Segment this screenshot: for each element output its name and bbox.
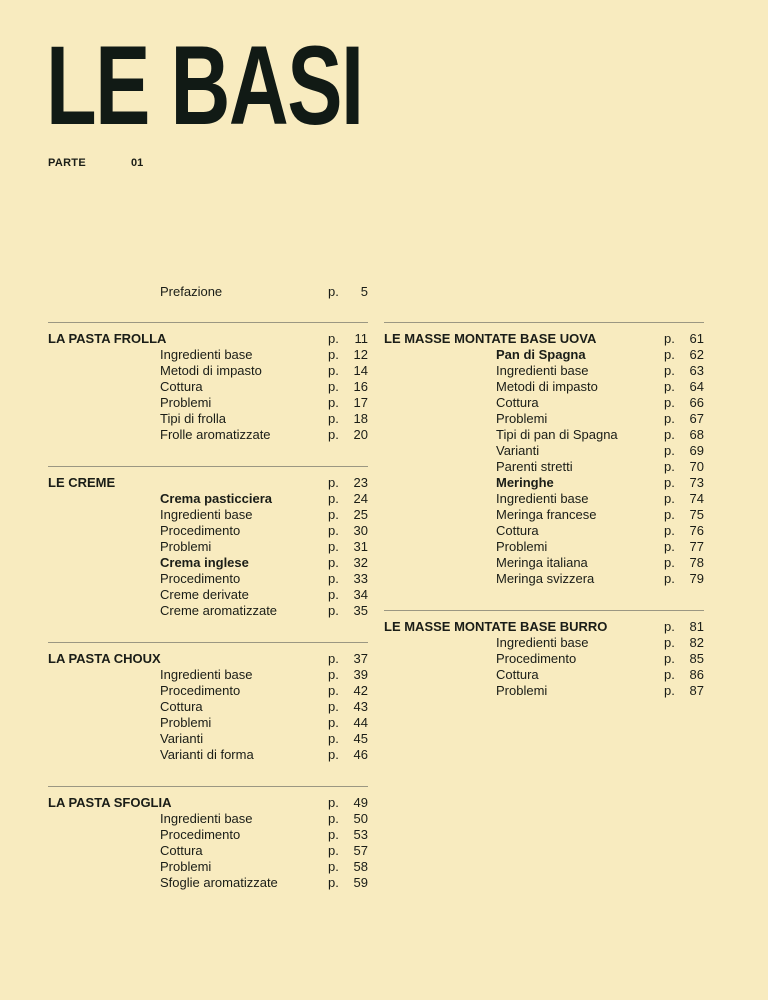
toc-entry[interactable] [48,859,368,875]
toc-entry[interactable] [48,507,368,523]
toc-entry-label: Ingredienti base [496,363,589,378]
toc-entry[interactable] [48,347,368,363]
toc-entry[interactable] [384,683,704,699]
page-prefix: p. [664,347,675,362]
toc-entry-label: Procedimento [160,827,241,842]
toc-entry-label: Ingredienti base [160,667,253,682]
page-prefix: p. [328,667,339,682]
toc-entry-label: Prefazione [160,284,223,299]
toc-entry[interactable] [48,603,368,619]
page-number: 46 [353,747,368,762]
page-number: 64 [689,379,704,394]
toc-entry-label: Varianti [160,731,204,746]
page-number: 32 [353,555,368,570]
page-prefix: p. [328,651,339,666]
page-prefix: p. [328,523,339,538]
page-number: 73 [689,475,704,490]
page-prefix: p. [664,571,675,586]
toc-section-heading[interactable] [384,619,704,635]
page-prefix: p. [664,667,675,682]
page-prefix: p. [328,747,339,762]
page-number: 85 [689,651,704,666]
page-number: 45 [353,731,368,746]
page-prefix: p. [328,395,339,410]
toc-entry-label: Ingredienti base [160,347,253,362]
page-prefix: p. [328,859,339,874]
page-prefix: p. [328,715,339,730]
toc-entry-label: Metodi di impasto [160,363,262,378]
toc-section-heading[interactable] [48,651,368,667]
page-number: 79 [689,571,704,586]
toc-section-heading[interactable] [48,331,368,347]
page-prefix: p. [664,507,675,522]
toc-entry-label: Cottura [160,699,203,714]
toc-entry-label: Cottura [496,523,539,538]
page-number: 75 [689,507,704,522]
toc-entry-label: Creme derivate [160,587,249,602]
page-prefix: p. [328,699,339,714]
page-number: 70 [689,459,704,474]
toc-entry[interactable] [48,731,368,747]
toc-entry[interactable] [384,347,704,363]
page-number: 74 [689,491,704,506]
toc-entry-label: Problemi [160,395,212,410]
page-prefix: p. [664,443,675,458]
page-number: 35 [353,603,368,618]
toc-entry-label: Meringhe [496,475,554,490]
toc-entry[interactable] [48,747,368,763]
toc-entry-label: Tipi di frolla [160,411,226,426]
toc-entry[interactable] [48,539,368,555]
toc-preface[interactable] [48,284,368,300]
toc-entry[interactable] [384,507,704,523]
page-prefix: p. [328,284,339,299]
toc-entry[interactable] [48,555,368,571]
toc-entry[interactable] [48,843,368,859]
page-number: 24 [353,491,368,506]
toc-section-heading[interactable] [48,475,368,491]
page-number: 78 [689,555,704,570]
toc-entry[interactable] [384,411,704,427]
toc-entry-label: Creme aromatizzate [160,603,278,618]
page-prefix: p. [328,347,339,362]
page-prefix: p. [664,683,675,698]
section-title: LE MASSE MONTATE BASE UOVA [384,331,597,346]
page-prefix: p. [328,331,339,346]
page-prefix: p. [664,635,675,650]
page-number: 61 [689,331,704,346]
toc-entry[interactable] [48,379,368,395]
toc-entry[interactable] [384,491,704,507]
toc-entry[interactable] [48,683,368,699]
toc-entry-label: Frolle aromatizzate [160,427,271,442]
toc-entry-label: Procedimento [160,683,241,698]
page-number: 87 [689,683,704,698]
page-number: 16 [353,379,368,394]
toc-entry-label: Procedimento [496,651,577,666]
page-number: 68 [689,427,704,442]
toc-entry-label: Ingredienti base [160,811,253,826]
page-prefix: p. [328,683,339,698]
toc-section-heading[interactable] [48,795,368,811]
toc-entry-label: Metodi di impasto [496,379,598,394]
toc-entry-label: Pan di Spagna [496,347,586,362]
toc-entry[interactable] [48,363,368,379]
page-prefix: p. [328,603,339,618]
page-number: 44 [353,715,368,730]
page-prefix: p. [328,427,339,442]
page-prefix: p. [664,331,675,346]
page-number: 49 [353,795,368,810]
page-number: 67 [689,411,704,426]
toc-entry-label: Ingredienti base [496,635,589,650]
toc-entry[interactable] [48,587,368,603]
page-prefix: p. [664,555,675,570]
toc-entry-label: Meringa francese [496,507,597,522]
page-prefix: p. [328,875,339,890]
page-prefix: p. [664,379,675,394]
page-number: 82 [689,635,704,650]
toc-entry[interactable] [384,523,704,539]
toc-entry[interactable] [384,427,704,443]
page-prefix: p. [664,523,675,538]
toc-entry[interactable] [48,427,368,443]
toc-entry-label: Problemi [496,683,548,698]
toc-entry-label: Problemi [160,539,212,554]
page-prefix: p. [664,491,675,506]
page-prefix: p. [328,587,339,602]
toc-entry-label: Cottura [496,395,539,410]
toc-entry[interactable] [48,827,368,843]
page-number: 25 [353,507,368,522]
page-prefix: p. [328,507,339,522]
section-title: LE CREME [48,475,116,490]
page-number: 76 [689,523,704,538]
toc-entry-label: Problemi [160,859,212,874]
page-number: 50 [353,811,368,826]
page-number: 58 [353,859,368,874]
page-number: 33 [353,571,368,586]
page-number: 62 [689,347,704,362]
toc-entry-label: Ingredienti base [496,491,589,506]
page-prefix: p. [328,379,339,394]
page-prefix: p. [664,539,675,554]
page-number: 69 [689,443,704,458]
toc-entry[interactable] [384,379,704,395]
toc-entry[interactable] [384,475,704,491]
page-prefix: p. [664,459,675,474]
toc-entry-label: Meringa italiana [496,555,588,570]
page-prefix: p. [328,475,339,490]
toc-entry[interactable] [48,571,368,587]
toc-entry[interactable] [384,667,704,683]
toc-entry-label: Varianti [496,443,540,458]
toc-entry-label: Procedimento [160,523,241,538]
page-number: 86 [689,667,704,682]
page-number: 20 [353,427,368,442]
toc-entry[interactable] [384,363,704,379]
page-prefix: p. [664,427,675,442]
toc-entry[interactable] [48,523,368,539]
section-divider [384,610,704,611]
toc-entry[interactable] [384,395,704,411]
page-number: 42 [353,683,368,698]
page-prefix: p. [328,811,339,826]
toc-entry[interactable] [48,699,368,715]
page-prefix: p. [328,491,339,506]
toc-entry[interactable] [384,651,704,667]
page-prefix: p. [664,619,675,634]
page-number: 14 [353,363,368,378]
page-prefix: p. [664,475,675,490]
page-prefix: p. [664,363,675,378]
toc-entry-label: Varianti di forma [160,747,254,762]
section-title: LA PASTA SFOGLIA [48,795,172,810]
page-prefix: p. [328,795,339,810]
toc-entry[interactable] [48,715,368,731]
page-number: 39 [353,667,368,682]
page-prefix: p. [664,651,675,666]
toc-section-heading[interactable] [384,331,704,347]
toc-entry-label: Problemi [496,539,548,554]
toc-entry-label: Ingredienti base [160,507,253,522]
section-title: LA PASTA FROLLA [48,331,167,346]
toc-entry[interactable] [48,811,368,827]
section-divider [48,786,368,787]
toc-entry-label: Tipi di pan di Spagna [496,427,618,442]
page-number: 18 [353,411,368,426]
section-title: LE MASSE MONTATE BASE BURRO [384,619,608,634]
page-prefix: p. [328,843,339,858]
page-number: 12 [353,347,368,362]
page-number: 31 [353,539,368,554]
toc-entry[interactable] [384,459,704,475]
toc-entry-label: Cottura [160,843,203,858]
toc-entry[interactable] [48,875,368,891]
page-prefix: p. [328,731,339,746]
page-prefix: p. [664,411,675,426]
page-title: LE BASI [46,23,363,148]
page-number: 5 [360,284,368,299]
toc-entry-label: Sfoglie aromatizzate [160,875,278,890]
page-number: 43 [353,699,368,714]
page-number: 81 [689,619,704,634]
toc-entry[interactable] [48,395,368,411]
section-divider [48,466,368,467]
toc-entry[interactable] [48,411,368,427]
page-prefix: p. [328,571,339,586]
section-title: LA PASTA CHOUX [48,651,161,666]
page-number: 59 [353,875,368,890]
page-prefix: p. [328,411,339,426]
toc-entry-label: Parenti stretti [496,459,573,474]
toc-entry[interactable] [384,443,704,459]
page-number: 77 [689,539,704,554]
toc-entry[interactable] [384,635,704,651]
page-number: 34 [353,587,368,602]
page-number: 37 [353,651,368,666]
part-label: PARTE [48,157,86,169]
toc-entry[interactable] [48,667,368,683]
page-number: 63 [689,363,704,378]
toc-entry[interactable] [384,571,704,587]
toc-entry-label: Problemi [160,715,212,730]
page-number: 23 [353,475,368,490]
page-number: 53 [353,827,368,842]
section-divider [384,322,704,323]
toc-entry-label: Crema pasticciera [160,491,273,506]
page-prefix: p. [328,555,339,570]
toc-entry[interactable] [384,555,704,571]
section-divider [48,642,368,643]
toc-entry-label: Procedimento [160,571,241,586]
page-number: 17 [353,395,368,410]
page-prefix: p. [328,539,339,554]
page-prefix: p. [328,363,339,378]
toc-entry-label: Cottura [160,379,203,394]
toc-entry-label: Crema inglese [160,555,249,570]
page-prefix: p. [328,827,339,842]
page-number: 66 [689,395,704,410]
toc-entry[interactable] [384,539,704,555]
toc-entry-label: Problemi [496,411,548,426]
page-number: 57 [353,843,368,858]
toc-entry[interactable] [48,491,368,507]
page-prefix: p. [664,395,675,410]
part-number: 01 [131,157,144,169]
page-number: 30 [353,523,368,538]
toc-entry-label: Cottura [496,667,539,682]
page-number: 11 [354,331,368,346]
toc-entry-label: Meringa svizzera [496,571,595,586]
section-divider [48,322,368,323]
